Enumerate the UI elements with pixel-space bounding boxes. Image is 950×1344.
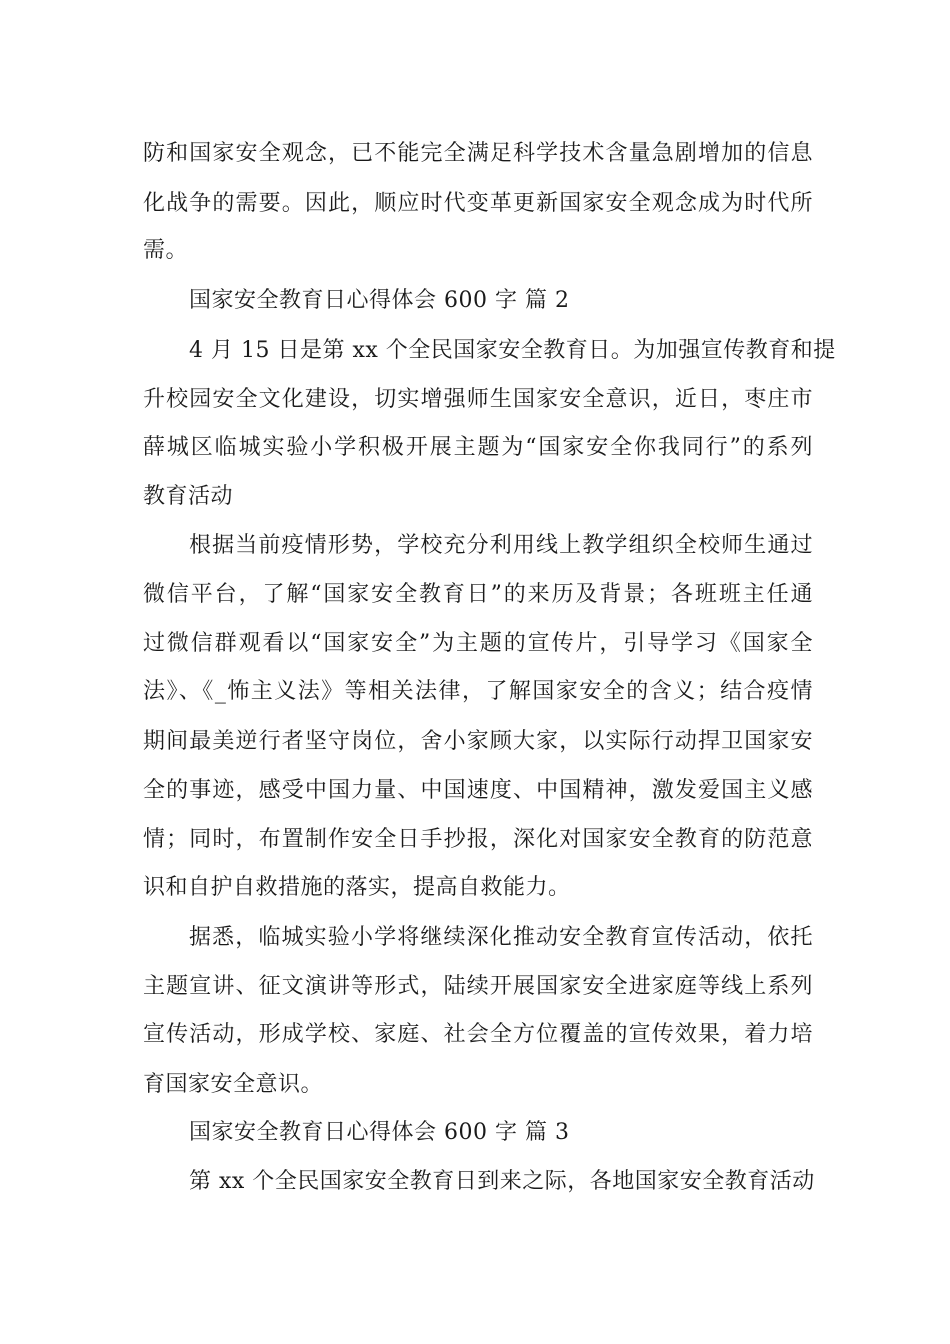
paragraph-line: 4 月 15 日是第 xx 个全民国家安全教育日。为加强宣传教育和提 — [189, 338, 836, 363]
paragraph-line: 需。 — [143, 238, 189, 263]
paragraph-line: 据悉，临城实验小学将继续深化推动安全教育宣传活动，依托 — [189, 925, 813, 950]
paragraph-line: 情；同时，布置制作安全日手抄报，深化对国家安全教育的防范意 — [143, 827, 813, 852]
paragraph-line: 第 xx 个全民国家安全教育日到来之际，各地国家安全教育活动 — [189, 1169, 815, 1194]
section-heading: 国家安全教育日心得体会 600 字 篇 3 — [189, 1120, 570, 1145]
paragraph-line: 教育活动 — [143, 484, 234, 509]
paragraph-line: 育国家安全意识。 — [143, 1072, 324, 1097]
paragraph-line: 期间最美逆行者坚守岗位，舍小家顾大家，以实际行动捍卫国家安 — [143, 729, 813, 754]
paragraph-line: 法》、《_怖主义法》等相关法律，了解国家安全的含义；结合疫情 — [143, 679, 813, 704]
section-heading: 国家安全教育日心得体会 600 字 篇 2 — [189, 288, 570, 313]
paragraph-line: 全的事迹，感受中国力量、中国速度、中国精神，激发爱国主义感 — [143, 778, 813, 803]
paragraph-line: 根据当前疫情形势，学校充分利用线上教学组织全校师生通过 — [189, 533, 813, 558]
paragraph-line: 宣传活动，形成学校、家庭、社会全方位覆盖的宣传效果，着力培 — [143, 1022, 813, 1047]
paragraph-line: 化战争的需要。因此，顺应时代变革更新国家安全观念成为时代所 — [143, 191, 813, 216]
paragraph-line: 识和自护自救措施的落实，提高自救能力。 — [143, 875, 571, 900]
paragraph-line: 薛城区临城实验小学积极开展主题为“国家安全你我同行”的系列 — [143, 435, 813, 460]
paragraph-line: 升校园安全文化建设，切实增强师生国家安全意识，近日，枣庄市 — [143, 387, 813, 412]
paragraph-line: 防和国家安全观念，已不能完全满足科学技术含量急剧增加的信息 — [143, 141, 813, 166]
paragraph-line: 微信平台，了解“国家安全教育日”的来历及背景；各班班主任通 — [143, 582, 813, 607]
paragraph-line: 主题宣讲、征文演讲等形式，陆续开展国家安全进家庭等线上系列 — [143, 974, 813, 999]
paragraph-line: 过微信群观看以“国家安全”为主题的宣传片，引导学习《国家全 — [143, 631, 813, 656]
